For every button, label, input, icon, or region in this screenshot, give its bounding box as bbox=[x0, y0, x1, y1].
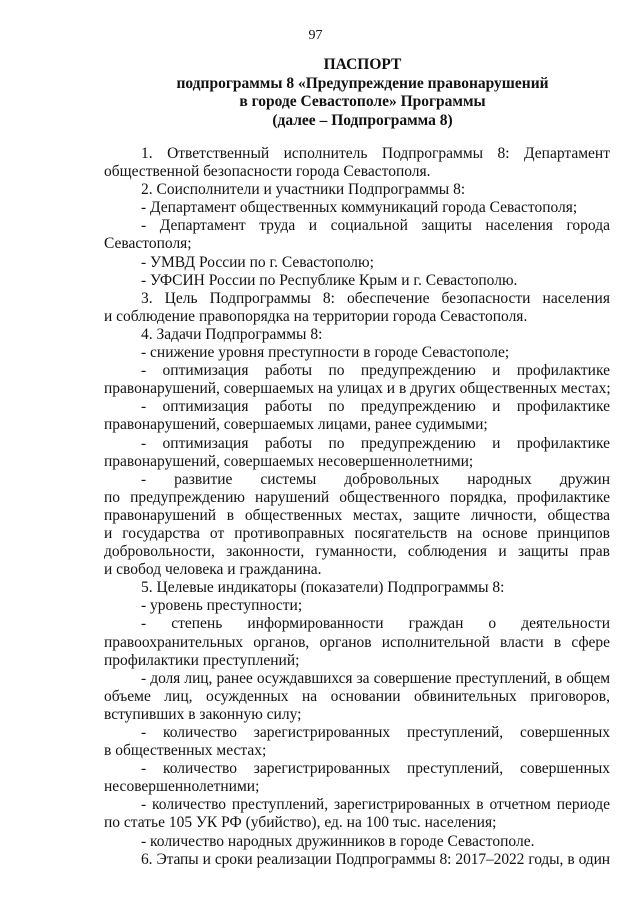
text-line: 2. Соисполнители и участники Подпрограммы 8: bbox=[141, 181, 466, 199]
text-line: 4. Задачи Подпрограммы 8: bbox=[141, 325, 323, 343]
text-line: - оптимизация работы по предупреждению и профилактике bbox=[141, 398, 610, 416]
text-line: - доля лиц, ранее осуждавшихся за совершение преступлений, в общем bbox=[141, 669, 610, 687]
text-line: несовершеннолетними; bbox=[104, 778, 260, 796]
text-line: - уровень преступности; bbox=[141, 597, 303, 615]
text-line: по предупреждению нарушений общественного порядка, профилактике bbox=[104, 488, 610, 506]
document-body bbox=[104, 145, 610, 869]
text-line: - количество зарегистрированных преступлений, совершенных bbox=[141, 724, 610, 741]
page-number: 97 bbox=[308, 28, 323, 43]
text-line: - количество народных дружинников в городе Севастополе. bbox=[141, 832, 535, 850]
text-line: правонарушений, совершаемых несовершеннолетними; bbox=[104, 452, 474, 470]
text-line: - количество преступлений, зарегистрированных в отчетном периоде bbox=[141, 796, 610, 814]
heading-subtitle-line: подпрограммы 8 «Предупреждение правонарушений bbox=[176, 74, 549, 92]
text-line: - оптимизация работы по предупреждению и профилактике bbox=[141, 362, 610, 380]
text-line: 3. Цель Подпрограммы 8: обеспечение безопасности населения bbox=[141, 289, 610, 307]
text-line: добровольности, законности, гуманности, соблюдения и защиты прав bbox=[104, 543, 610, 561]
text-line: 5. Целевые индикаторы (показатели) Подпрограммы 8: bbox=[141, 579, 505, 597]
heading-subtitle-line: в городе Севастополе» Программы bbox=[239, 93, 486, 110]
text-line: - снижение уровня преступности в городе Севастополе; bbox=[141, 344, 510, 362]
text-line: Севастополя; bbox=[104, 235, 192, 253]
text-line: - степень информированности граждан о деятельности bbox=[141, 615, 610, 633]
text-line: по статье 105 УК РФ (убийство), ед. на 100 тыс. населения; bbox=[104, 814, 497, 832]
document-heading bbox=[60, 56, 631, 130]
text-line: правонарушений, совершаемых на улицах и в других общественных местах; bbox=[104, 380, 611, 398]
text-line: 1. Ответственный исполнитель Подпрограммы 8: Департамент bbox=[141, 145, 610, 162]
text-line: - УМВД России по г. Севастополю; bbox=[141, 253, 374, 271]
text-line: - развитие системы добровольных народных дружин bbox=[141, 470, 610, 488]
text-line: - количество зарегистрированных преступлений, совершенных bbox=[141, 760, 610, 778]
text-line: и свобод человека и гражданина. bbox=[104, 561, 322, 579]
heading-title: ПАСПОРТ bbox=[323, 56, 402, 73]
text-line: объеме лиц, осужденных на основании обвинительных приговоров, bbox=[104, 687, 610, 705]
text-line: 6. Этапы и сроки реализации Подпрограммы 8: 2017–2022 годы, в один bbox=[141, 850, 610, 868]
text-line: и соблюдение правопорядка на территории города Севастополя. bbox=[104, 307, 528, 325]
text-line: в общественных местах; bbox=[104, 742, 267, 760]
text-line: - Департамент труда и социальной защиты населения города bbox=[141, 217, 610, 235]
text-line: и государства от противоправных посягательств на основе принципов bbox=[104, 524, 610, 542]
text-line: общественной безопасности города Севастополя. bbox=[104, 163, 431, 181]
text-line: - оптимизация работы по предупреждению и профилактике bbox=[141, 434, 610, 452]
text-line: правонарушений в общественных местах, защите личности, общества bbox=[104, 506, 610, 524]
text-line: профилактики преступлений; bbox=[104, 651, 300, 669]
text-line: - Департамент общественных коммуникаций города Севастополя; bbox=[141, 199, 578, 217]
text-line: - УФСИН России по Республике Крым и г. Севастополю. bbox=[141, 271, 518, 289]
text-line: правонарушений, совершаемых лицами, ранее судимыми; bbox=[104, 416, 488, 434]
heading-subtitle-line: (далее – Подпрограмма 8) bbox=[272, 111, 453, 129]
text-line: правоохранительных органов, органов исполнительной власти в сфере bbox=[104, 633, 610, 651]
text-line: вступивших в законную силу; bbox=[104, 705, 302, 723]
